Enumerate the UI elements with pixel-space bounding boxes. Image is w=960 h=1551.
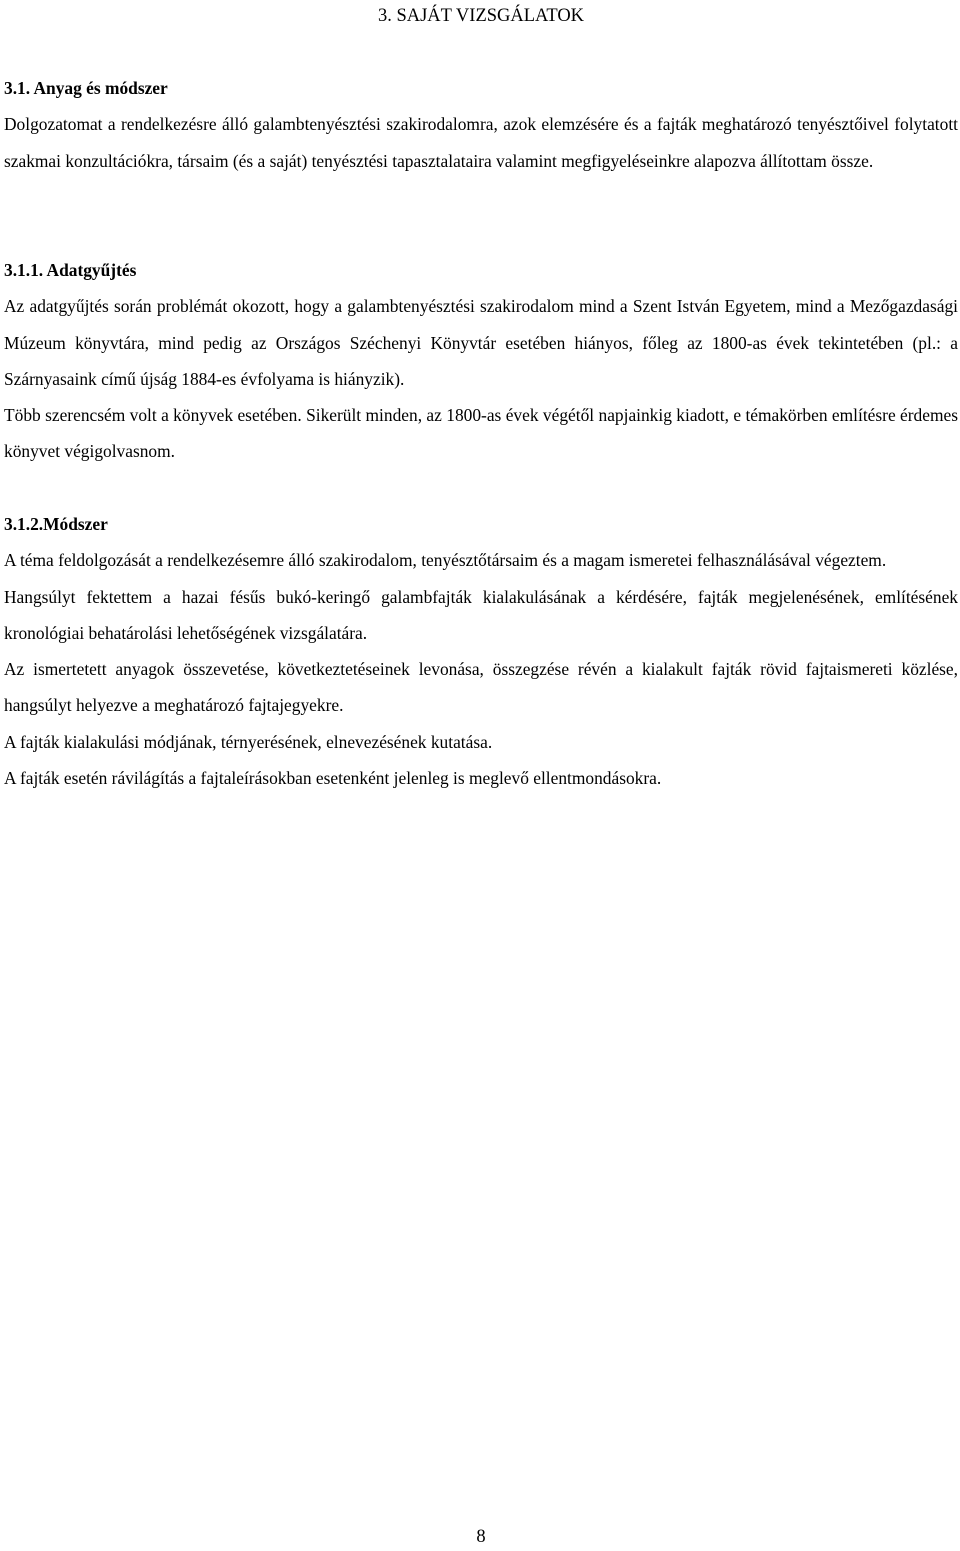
paragraph: Az ismertetett anyagok összevetése, következtetéseinek levonása, összegzése révén a kialakult fajták rövid fajtaismereti közlése, hangsúlyt helyezve a meghatározó fajtajegyekre.: [4, 659, 958, 716]
section-modszer: [4, 506, 958, 796]
section-adatgyujtes: [4, 252, 958, 470]
paragraph: Az adatgyűjtés során problémát okozott, hogy a galambtenyésztési szakirodalom mind a Szent István Egyetem, mind a Mezőgazdasági Múzeum könyvtára, mind pedig az Országos Széchenyi Könyvtár esetében hiányos, főleg az 1800-as évek tekintetében (pl.: a Szárnyasaink című újság 1884-es évfolyama is hiányzik).: [4, 296, 958, 389]
page-number: 8: [476, 1527, 486, 1547]
chapter-title: 3. SAJÁT VIZSGÁLATOK: [377, 6, 585, 26]
section-heading: 3.1.2.Módszer: [4, 514, 108, 534]
section-anyag-es-modszer: [4, 70, 958, 179]
paragraph: A fajták kialakulási módjának, térnyerésének, elnevezésének kutatása.: [4, 731, 493, 752]
paragraph: A fajták esetén rávilágítás a fajtaleírásokban esetenként jelenleg is meglevő ellentmondásokra.: [4, 768, 662, 789]
section-heading: 3.1.1. Adatgyűjtés: [4, 260, 137, 280]
paragraph: A téma feldolgozását a rendelkezésemre álló szakirodalom, tenyésztőtársaim és a magam ismeretei felhasználásával végeztem.: [4, 550, 887, 571]
paragraph: Hangsúlyt fektettem a hazai fésűs bukó-keringő galambfajták kialakulásának a kérdésére, fajták megjelenésének, említésének kronológiai behatárolási lehetőségének vizsgálatára.: [4, 586, 958, 643]
section-heading: 3.1. Anyag és módszer: [4, 78, 168, 98]
paragraph: Dolgozatomat a rendelkezésre álló galambtenyésztési szakirodalomra, azok elemzésére és a fajták meghatározó tenyésztőivel folytatott szakmai konzultációkra, társaim (és a saját) tenyésztési tapasztalataira valamint megfigyeléseinkre alapozva állítottam össze.: [4, 114, 958, 171]
paragraph: Több szerencsém volt a könyvek esetében. Sikerült minden, az 1800-as évek végétől napjainkig kiadott, e témakörben említésre érdemes könyvet végigolvasnom.: [4, 405, 958, 462]
